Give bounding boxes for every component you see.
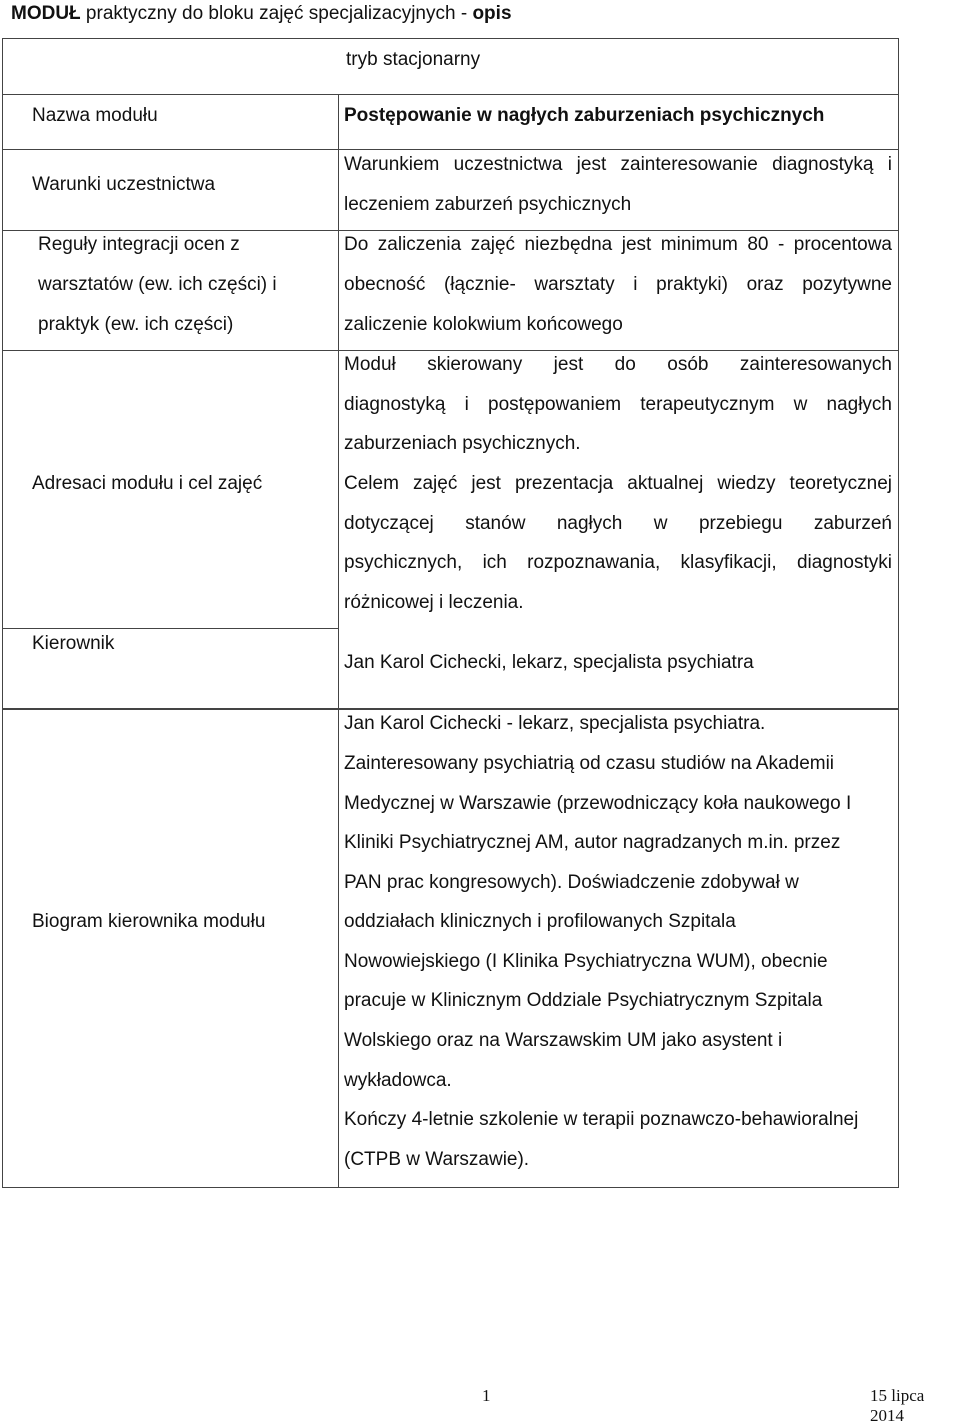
biography-line-7: Nowowiejskiego (I Klinika Psychiatryczna WUM), obecnie — [344, 951, 828, 972]
audience-label: Adresaci modułu i cel zajęć — [32, 473, 263, 494]
audience-line-2: diagnostyką i postępowaniem terapeutycznym w nagłych — [344, 394, 892, 415]
biography-line-9: Wolskiego oraz na Warszawskim UM jako asystent i — [344, 1030, 783, 1051]
footer-date: 15 lipca 2014 — [870, 1386, 925, 1425]
audience-line-6: psychicznych, ich rozpoznawania, klasyfikacji, diagnostyki — [344, 552, 892, 573]
column-divider — [338, 709, 339, 1188]
title-suffix: opis — [472, 3, 512, 24]
audience-line-1: Moduł skierowany jest do osób zainteresowanych — [344, 354, 892, 375]
participation-line-2: leczeniem zaburzeń psychicznych — [344, 194, 632, 215]
biography-line-6: oddziałach klinicznych i profilowanych Szpitala — [344, 911, 736, 932]
module-name-value: Postępowanie w nagłych zaburzeniach psychicznych — [344, 105, 825, 126]
audience-line-7: różnicowej i leczenia. — [344, 592, 524, 613]
rules-line-1: Do zaliczenia zajęć niezbędna jest minimum 80 - procentowa — [344, 234, 892, 255]
biography-line-2: Zainteresowany psychiatrią od czasu studiów na Akademii — [344, 753, 835, 774]
biography-label: Biogram kierownika modułu — [32, 911, 266, 932]
title-text: praktyczny do bloku zajęć specjalizacyjnych - — [80, 3, 473, 24]
manager-value: Jan Karol Cichecki, lekarz, specjalista psychiatra — [344, 652, 754, 673]
biography-line-11: Kończy 4-letnie szkolenie w terapii poznawczo-behawioralnej — [344, 1109, 859, 1130]
participation-line-1: Warunkiem uczestnictwa jest zainteresowanie diagnostyką i — [344, 154, 892, 175]
rules-label-line-3: praktyk (ew. ich części) — [38, 314, 234, 335]
participation-label: Warunki uczestnictwa — [32, 174, 216, 195]
biography-line-1: Jan Karol Cichecki - lekarz, specjalista psychiatra. — [344, 713, 766, 734]
module-name-label: Nazwa modułu — [32, 105, 158, 126]
rules-line-2: obecność (łącznie- warsztaty i praktyki) oraz pozytywne — [344, 274, 892, 295]
mode-header: tryb stacjonarny — [346, 49, 481, 70]
page-number: 1 — [482, 1386, 491, 1405]
rules-line-3: zaliczenie kolokwium końcowego — [344, 314, 623, 335]
biography-line-10: wykładowca. — [344, 1070, 452, 1091]
page-title — [11, 2, 512, 26]
rules-label-line-2: warsztatów (ew. ich części) i — [38, 274, 277, 295]
biography-line-4: Kliniki Psychiatrycznej AM, autor nagradzanych m.in. przez — [344, 832, 841, 853]
audience-line-4: Celem zajęć jest prezentacja aktualnej wiedzy teoretycznej — [344, 473, 892, 494]
biography-line-5: PAN prac kongresowych). Doświadczenie zdobywał w — [344, 872, 799, 893]
biography-line-3: Medycznej w Warszawie (przewodniczący koła naukowego I — [344, 793, 852, 814]
title-bold: MODUŁ — [11, 3, 81, 24]
biography-line-8: pracuje w Klinicznym Oddziale Psychiatrycznym Szpitala — [344, 990, 823, 1011]
manager-label: Kierownik — [32, 633, 115, 654]
audience-line-5: dotyczącej stanów nagłych w przebiegu zaburzeń — [344, 513, 892, 534]
rules-label-line-1: Reguły integracji ocen z — [38, 234, 240, 255]
biography-line-12: (CTPB w Warszawie). — [344, 1149, 530, 1170]
audience-line-3: zaburzeniach psychicznych. — [344, 433, 581, 454]
row-divider — [2, 94, 899, 95]
column-divider — [338, 94, 339, 709]
